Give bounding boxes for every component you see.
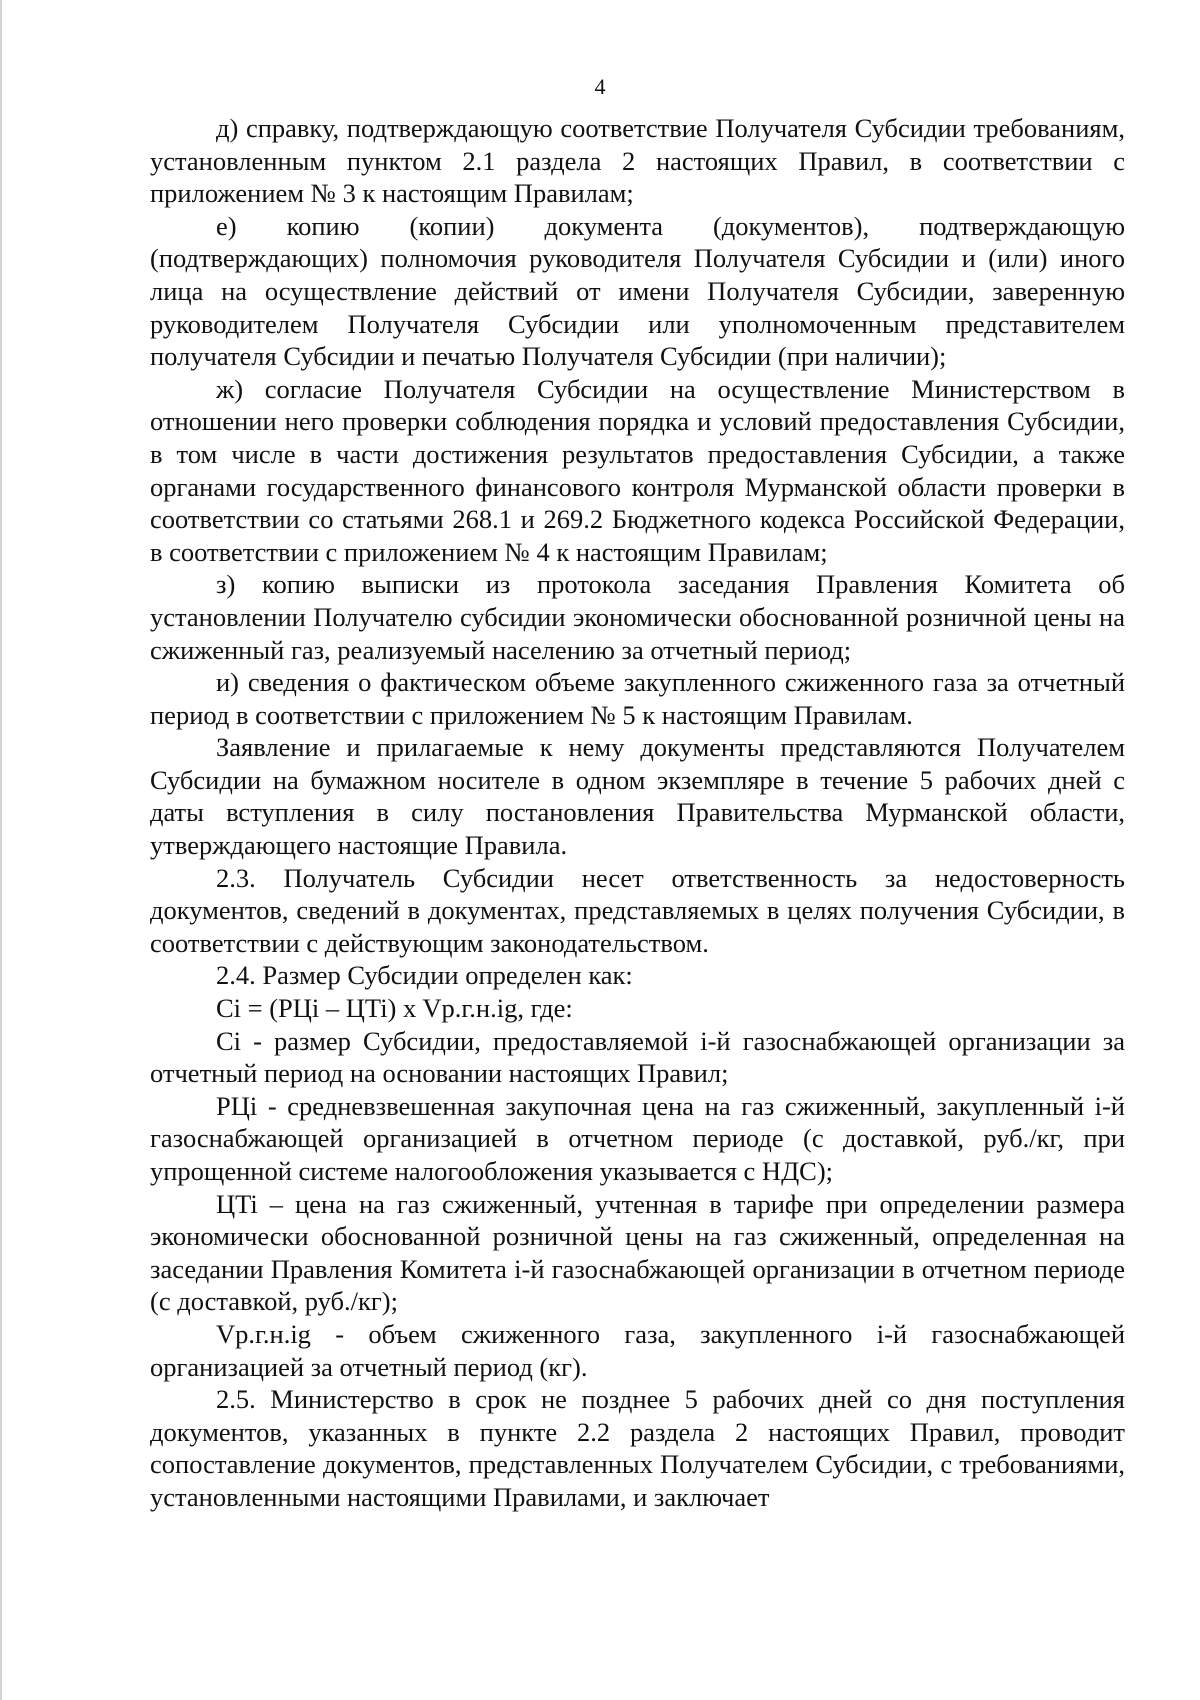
paragraph-item-e: е) копию (копии) документа (документов), подтверждающую (подтверждающих) полномочия руководителя Получателя Субсидии и (или) иного лица на осуществление действий от имени Получателя Субсидии, заверенную руководителем Получателя Субсидии или уполномоченным представителем получателя Субсидии и печатью Получателя Субсидии (при наличии);: [150, 210, 1125, 372]
paragraph-section-2-5: 2.5. Министерство в срок не позднее 5 рабочих дней со дня поступления документов, указанных в пункте 2.2 раздела 2 настоящих Правил, проводит сопоставление документов, представленных Получателем Субсидии, с требованиями, установленными настоящими Правилами, и заключает: [150, 1384, 1125, 1512]
paragraph-item-zh: ж) согласие Получателя Субсидии на осуществление Министерством в отношении него проверки соблюдения порядка и условий предоставления Субсидии, в том числе в части достижения результатов предоставления Субсидии, а также органами государственного финансового контроля Мурманской области проверки в соответствии со статьями 268.1 и 269.2 Бюджетного кодекса Российской Федерации, в соответствии с приложением № 4 к настоящим Правилам;: [150, 373, 1125, 567]
paragraph-item-d: д) справку, подтверждающую соответствие Получателя Субсидии требованиям, установленным пунктом 2.1 раздела 2 настоящих Правил, в соответствии с приложением № 3 к настоящим Правилам;: [150, 113, 1125, 209]
paragraph-submission-terms: Заявление и прилагаемые к нему документы представляются Получателем Субсидии на бумажном носителе в одном экземпляре в течение 5 рабочих дней с даты вступления в силу постановления Правительства Мурманской области, утверждающего настоящие Правила.: [150, 732, 1125, 861]
formula-line: Ci = (РЦi – ЦTi) x Vр.г.н.ig, где:: [216, 993, 573, 1024]
definition-rci: РЦi - средневзвешенная закупочная цена на газ сжиженный, закупленный i-й газоснабжающей организацией в отчетном периоде (с доставкой, руб./кг, при упрощенной системе налогообложения указывается с НДС);: [150, 1090, 1125, 1186]
definition-ci: Ci - размер Субсидии, предоставляемой i-й газоснабжающей организации за отчетный период на основании настоящих Правил;: [150, 1025, 1125, 1089]
paragraph-section-2-4: 2.4. Размер Субсидии определен как:: [216, 960, 633, 991]
definition-volume: Vр.г.н.ig - объем сжиженного газа, закупленного i-й газоснабжающей организацией за отчетный период (кг).: [150, 1318, 1125, 1382]
paragraph-section-2-3: 2.3. Получатель Субсидии несет ответственность за недостоверность документов, сведений в документах, представляемых в целях получения Субсидии, в соответствии с действующим законодательством.: [150, 862, 1125, 958]
paragraph-item-i: и) сведения о фактическом объеме закупленного сжиженного газа за отчетный период в соответствии с приложением № 5 к настоящим Правилам.: [150, 667, 1125, 730]
scan-edge-line: [0, 0, 2, 1700]
paragraph-item-z: з) копию выписки из протокола заседания Правления Комитета об установлении Получателю субсидии экономически обоснованной розничной цены на сжиженный газ, реализуемый населению за отчетный период;: [150, 569, 1125, 665]
page-number: 4: [594, 74, 606, 99]
document-body: [150, 112, 1125, 1514]
definition-cti: ЦTi – цена на газ сжиженный, учтенная в тарифе при определении размера экономически обоснованной розничной цены на газ сжиженный, определенная на заседании Правления Комитета i-й газоснабжающей организации в отчетном периоде (с доставкой, руб./кг);: [150, 1188, 1125, 1317]
